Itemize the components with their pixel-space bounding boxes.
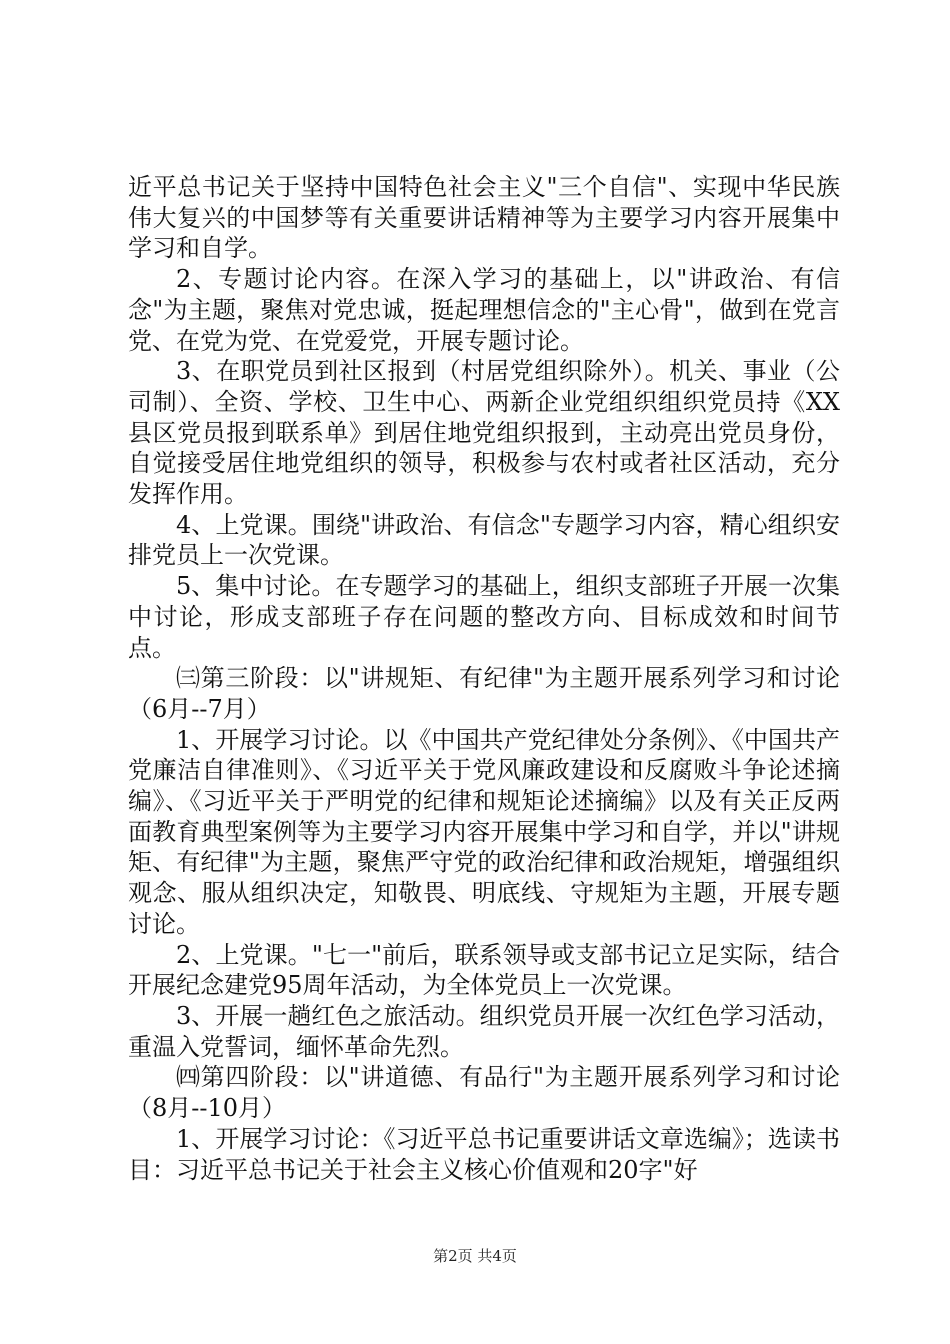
page-number-footer: 第2页 共4页	[433, 1247, 517, 1265]
paragraph-red-tour: 3、开展一趟红色之旅活动。组织党员开展一次红色学习活动，重温入党誓词，缅怀革命先烈。	[128, 1001, 840, 1061]
paragraph-community-report: 3、在职党员到社区报到（村居党组织除外）。机关、事业（公司制）、全资、学校、卫生中心、两新企业党组织组织党员持《XX县区党员报到联系单》到居住地党组织报到，主动亮出党员身份，自觉接受居住地党组织的领导，积极参与农村或者社区活动，充分发挥作用。	[128, 357, 840, 509]
paragraph-topic-discussion: 2、专题讨论内容。在深入学习的基础上，以"讲政治、有信念"为主题，聚焦对党忠诚，挺起理想信念的"主心骨"，做到在党言党、在党为党、在党爱党，开展专题讨论。	[128, 265, 840, 355]
paragraph-party-lecture: 4、上党课。围绕"讲政治、有信念"专题学习内容，精心组织安排党员上一次党课。	[128, 510, 840, 570]
document-body	[128, 172, 840, 1185]
section-heading-stage-three: ㈢第三阶段：以"讲规矩、有纪律"为主题开展系列学习和讨论（6月--7月）	[128, 664, 840, 723]
paragraph-continuation: 近平总书记关于坚持中国特色社会主义"三个自信"、实现中华民族伟大复兴的中国梦等有关重要讲话精神等为主要学习内容开展集中学习和自学。	[128, 173, 840, 263]
paragraph-stage-four-study: 1、开展学习讨论：《习近平总书记重要讲话文章选编》；选读书目：习近平总书记关于社会主义核心价值观和20字"好	[128, 1124, 840, 1184]
section-heading-stage-four: ㈣第四阶段：以"讲道德、有品行"为主题开展系列学习和讨论（8月--10月）	[128, 1063, 840, 1123]
paragraph-study-discussion: 1、开展学习讨论。以《中国共产党纪律处分条例》、《中国共产党廉洁自律准则》、《习近平关于党风廉政建设和反腐败斗争论述摘编》、《习近平关于严明党的纪律和规矩论述摘编》以及有关正反两面教育典型案例等为主要学习内容开展集中学习和自学，并以"讲规矩、有纪律"为主题，聚焦严守党的政治纪律和政治规矩，增强组织观念、服从组织决定，知敬畏、明底线、守规矩为主题，开展专题讨论。	[128, 725, 840, 938]
paragraph-group-discussion: 5、集中讨论。在专题学习的基础上，组织支部班子开展一次集中讨论，形成支部班子存在问题的整改方向、目标成效和时间节点。	[128, 572, 840, 662]
paragraph-july-lecture: 2、上党课。"七一"前后，联系领导或支部书记立足实际，结合开展纪念建党95周年活动，为全体党员上一次党课。	[128, 940, 840, 1000]
